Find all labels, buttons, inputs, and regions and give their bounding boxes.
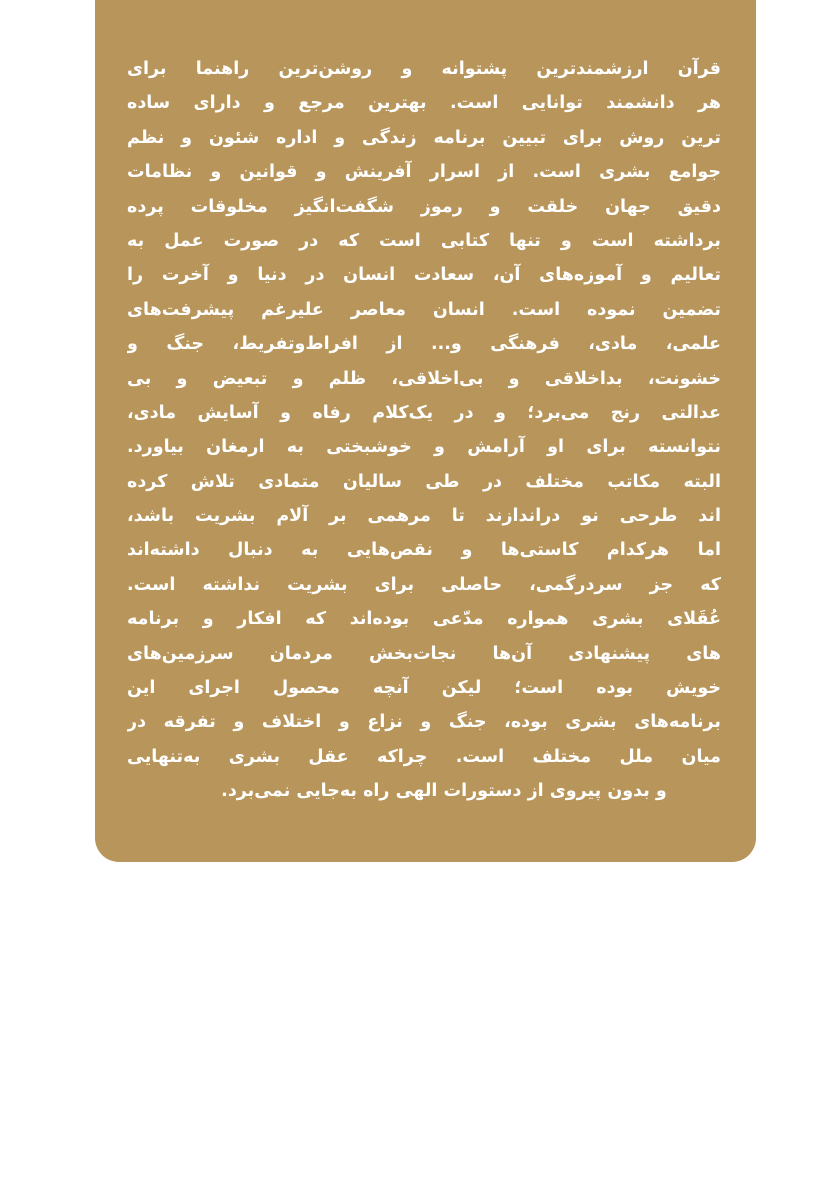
paragraph-text [127, 52, 721, 809]
paragraph-line: عدالتی رنج می‌برد؛ و در یک‌کلام رفاه و آسایش مادی، [127, 402, 721, 423]
paragraph-line: خویش بوده است؛ لیکن آنچه محصول اجرای این [127, 678, 721, 699]
paragraph-line: اند طرحی نو دراندازند تا مرهمی بر آلام بشریت باشد، [127, 506, 721, 527]
paragraph-line: برداشته است و تنها کتابی است که در صورت عمل به [127, 230, 721, 251]
paragraph-line: البته مکاتب مختلف در طی سالیان متمادی تلاش کرده [127, 471, 721, 492]
paragraph-line: میان ملل مختلف است. چراکه عقل بشری به‌تنهایی [127, 746, 721, 767]
paragraph-line: خشونت، بداخلاقی و بی‌اخلاقی، ظلم و تبعیض و بی [127, 368, 721, 389]
paragraph-line: نتوانسته برای او آرامش و خوشبختی به ارمغان بیاورد. [127, 437, 721, 458]
paragraph-line: های پیشنهادی آن‌ها نجات‌بخش مردمان سرزمین‌های [127, 643, 721, 664]
paragraph-line: عُقَلای بشری همواره مدّعی بوده‌اند که افکار و برنامه [127, 609, 721, 630]
paragraph-line: تضمین نموده است. انسان معاصر علیرغم پیشرفت‌های [127, 299, 721, 320]
paragraph-line: ترین روش برای تبیین برنامه زندگی و اداره شئون و نظم [127, 127, 721, 148]
paragraph-line: جوامع بشری است. از اسرار آفرینش و قوانین و نظامات [127, 162, 721, 183]
paragraph-line: برنامه‌های بشری بوده، جنگ و نزاع و اختلاف و تفرقه در [127, 712, 721, 733]
paragraph-line: هر دانشمند توانایی است. بهترین مرجع و دارای ساده [127, 93, 721, 114]
paragraph-line: علمی، مادی، فرهنگی و... از افراط‌وتفریط، جنگ و [127, 334, 721, 355]
paragraph-line: که جز سردرگمی، حاصلی برای بشریت نداشته است. [127, 574, 721, 595]
paragraph-line: و بدون پیروی از دستورات الهی راه به‌جایی نمی‌برد. [221, 781, 667, 802]
paragraph-line: قرآن ارزشمندترین پشتوانه و روشن‌ترین راهنما برای [127, 59, 721, 79]
paragraph-line: اما هرکدام کاستی‌ها و نقص‌هایی به دنبال داشته‌اند [127, 540, 721, 561]
paragraph-line: تعالیم و آموزه‌های آن، سعادت انسان در دنیا و آخرت را [127, 265, 721, 286]
paragraph-line: دقیق جهان خلقت و رموز شگفت‌انگیز مخلوقات پرده [127, 196, 721, 217]
